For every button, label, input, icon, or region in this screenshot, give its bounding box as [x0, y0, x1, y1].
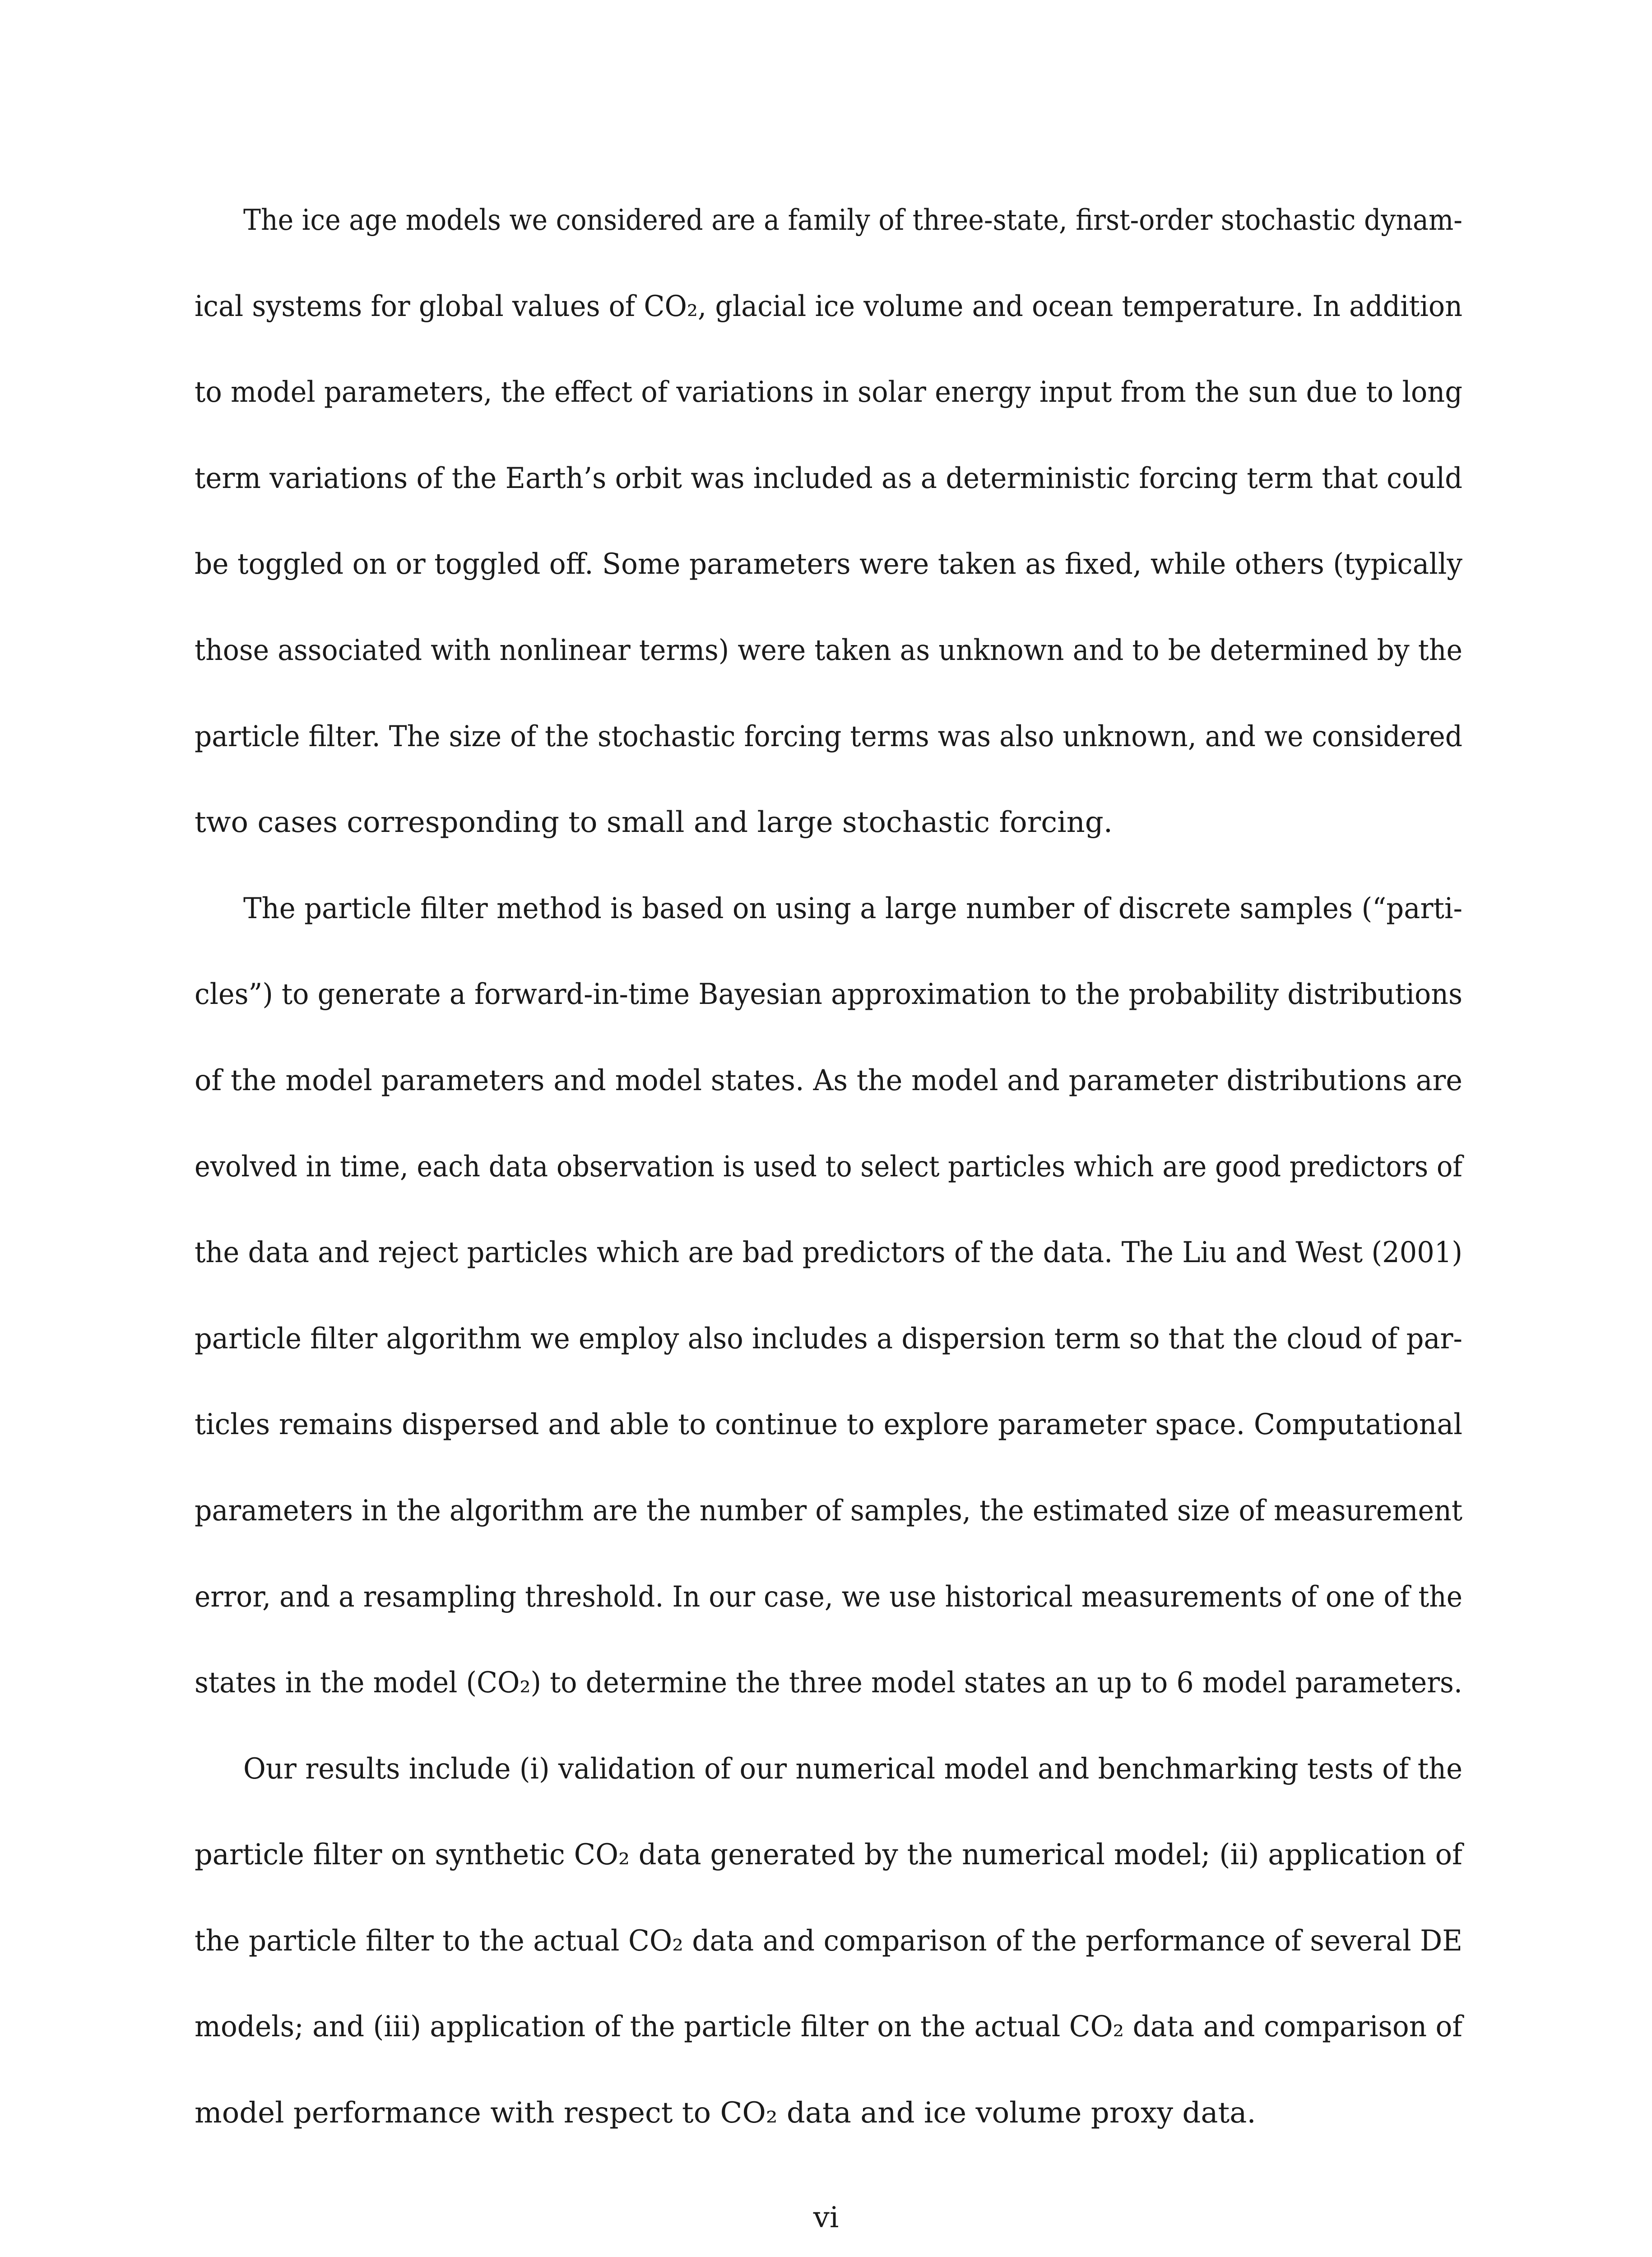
- text-line: [195, 289, 1462, 378]
- text-line-content: be toggled on or toggled off. Some parameters were taken as fixed, while others (typically: [195, 548, 1462, 581]
- text-line-content: parameters in the algorithm are the number of samples, the estimated size of measurement: [195, 1494, 1462, 1528]
- text-line: [195, 2096, 1462, 2185]
- text-line: [195, 1324, 1462, 1411]
- text-line-content: particle filter algorithm we employ also includes a dispersion term so that the cloud of par-: [195, 1322, 1462, 1356]
- text-line-content: The particle filter method is based on using a large number of discrete samples (“parti-: [243, 892, 1462, 925]
- text-line: [195, 2012, 1462, 2099]
- text-line: [195, 1668, 1462, 1755]
- text-line-content: particle filter on synthetic CO₂ data generated by the numerical model; (ii) application of: [195, 1838, 1462, 1872]
- text-line: [195, 1580, 1462, 1669]
- text-line: [195, 206, 1462, 292]
- text-line: [195, 894, 1462, 980]
- text-line: [195, 808, 1462, 894]
- paragraph: [195, 206, 1462, 894]
- text-line-content: The ice age models we considered are a family of three-state, first-order stochastic dynam-: [243, 204, 1462, 237]
- text-line: [195, 1410, 1462, 1496]
- text-line-content: ticles remains dispersed and able to continue to explore parameter space. Computational: [195, 1408, 1462, 1442]
- text-line-content: two cases corresponding to small and large stochastic forcing.: [195, 806, 1113, 840]
- paragraph: [195, 1752, 1462, 2185]
- text-line-content: states in the model (CO₂) to determine the three model states an up to 6 model parameters.: [195, 1666, 1462, 1700]
- page-number: vi: [813, 2201, 839, 2234]
- text-line-content: particle filter. The size of the stochastic forcing terms was also unknown, and we considered: [195, 720, 1462, 753]
- text-line-content: the data and reject particles which are bad predictors of the data. The Liu and West (2001): [195, 1236, 1462, 1270]
- text-line-content: to model parameters, the effect of variations in solar energy input from the sun due to long: [195, 376, 1462, 409]
- text-line: [195, 378, 1462, 464]
- text-line: [195, 461, 1462, 550]
- text-line: [195, 980, 1462, 1066]
- text-line: [195, 633, 1462, 722]
- text-line-content: error, and a resampling threshold. In our case, we use historical measurements of one of the: [195, 1580, 1462, 1614]
- text-line-content: term variations of the Earth’s orbit was included as a deterministic forcing term that could: [195, 461, 1462, 495]
- text-line-content: those associated with nonlinear terms) were taken as unknown and to be determined by the: [195, 633, 1462, 667]
- text-line: [195, 1752, 1462, 1841]
- text-line-content: ical systems for global values of CO₂, glacial ice volume and ocean temperature. In addition: [195, 289, 1462, 323]
- text-line-content: evolved in time, each data observation is used to select particles which are good predictors of: [195, 1150, 1462, 1184]
- text-line-content: model performance with respect to CO₂ data and ice volume proxy data.: [195, 2096, 1256, 2130]
- text-line: [195, 1496, 1462, 1583]
- text-line-content: the particle filter to the actual CO₂ data and comparison of the performance of several DE: [195, 1924, 1462, 1958]
- body-text: [195, 206, 1462, 2185]
- text-line-content: cles”) to generate a forward-in-time Bayesian approximation to the probability distributions: [195, 978, 1462, 1012]
- text-line: [195, 722, 1462, 808]
- text-line-content: Our results include (i) validation of our numerical model and benchmarking tests of the: [243, 1752, 1462, 1786]
- paragraph: [195, 894, 1462, 1755]
- text-line: [195, 1152, 1462, 1239]
- text-line-content: of the model parameters and model states. As the model and parameter distributions are: [195, 1063, 1462, 1097]
- text-line: [195, 1063, 1462, 1152]
- text-line: [195, 1238, 1462, 1324]
- text-line: [195, 1840, 1462, 1927]
- text-line-content: models; and (iii) application of the particle filter on the actual CO₂ data and comparison of: [195, 2010, 1462, 2044]
- text-line: [195, 550, 1462, 636]
- text-line: [195, 1924, 1462, 2013]
